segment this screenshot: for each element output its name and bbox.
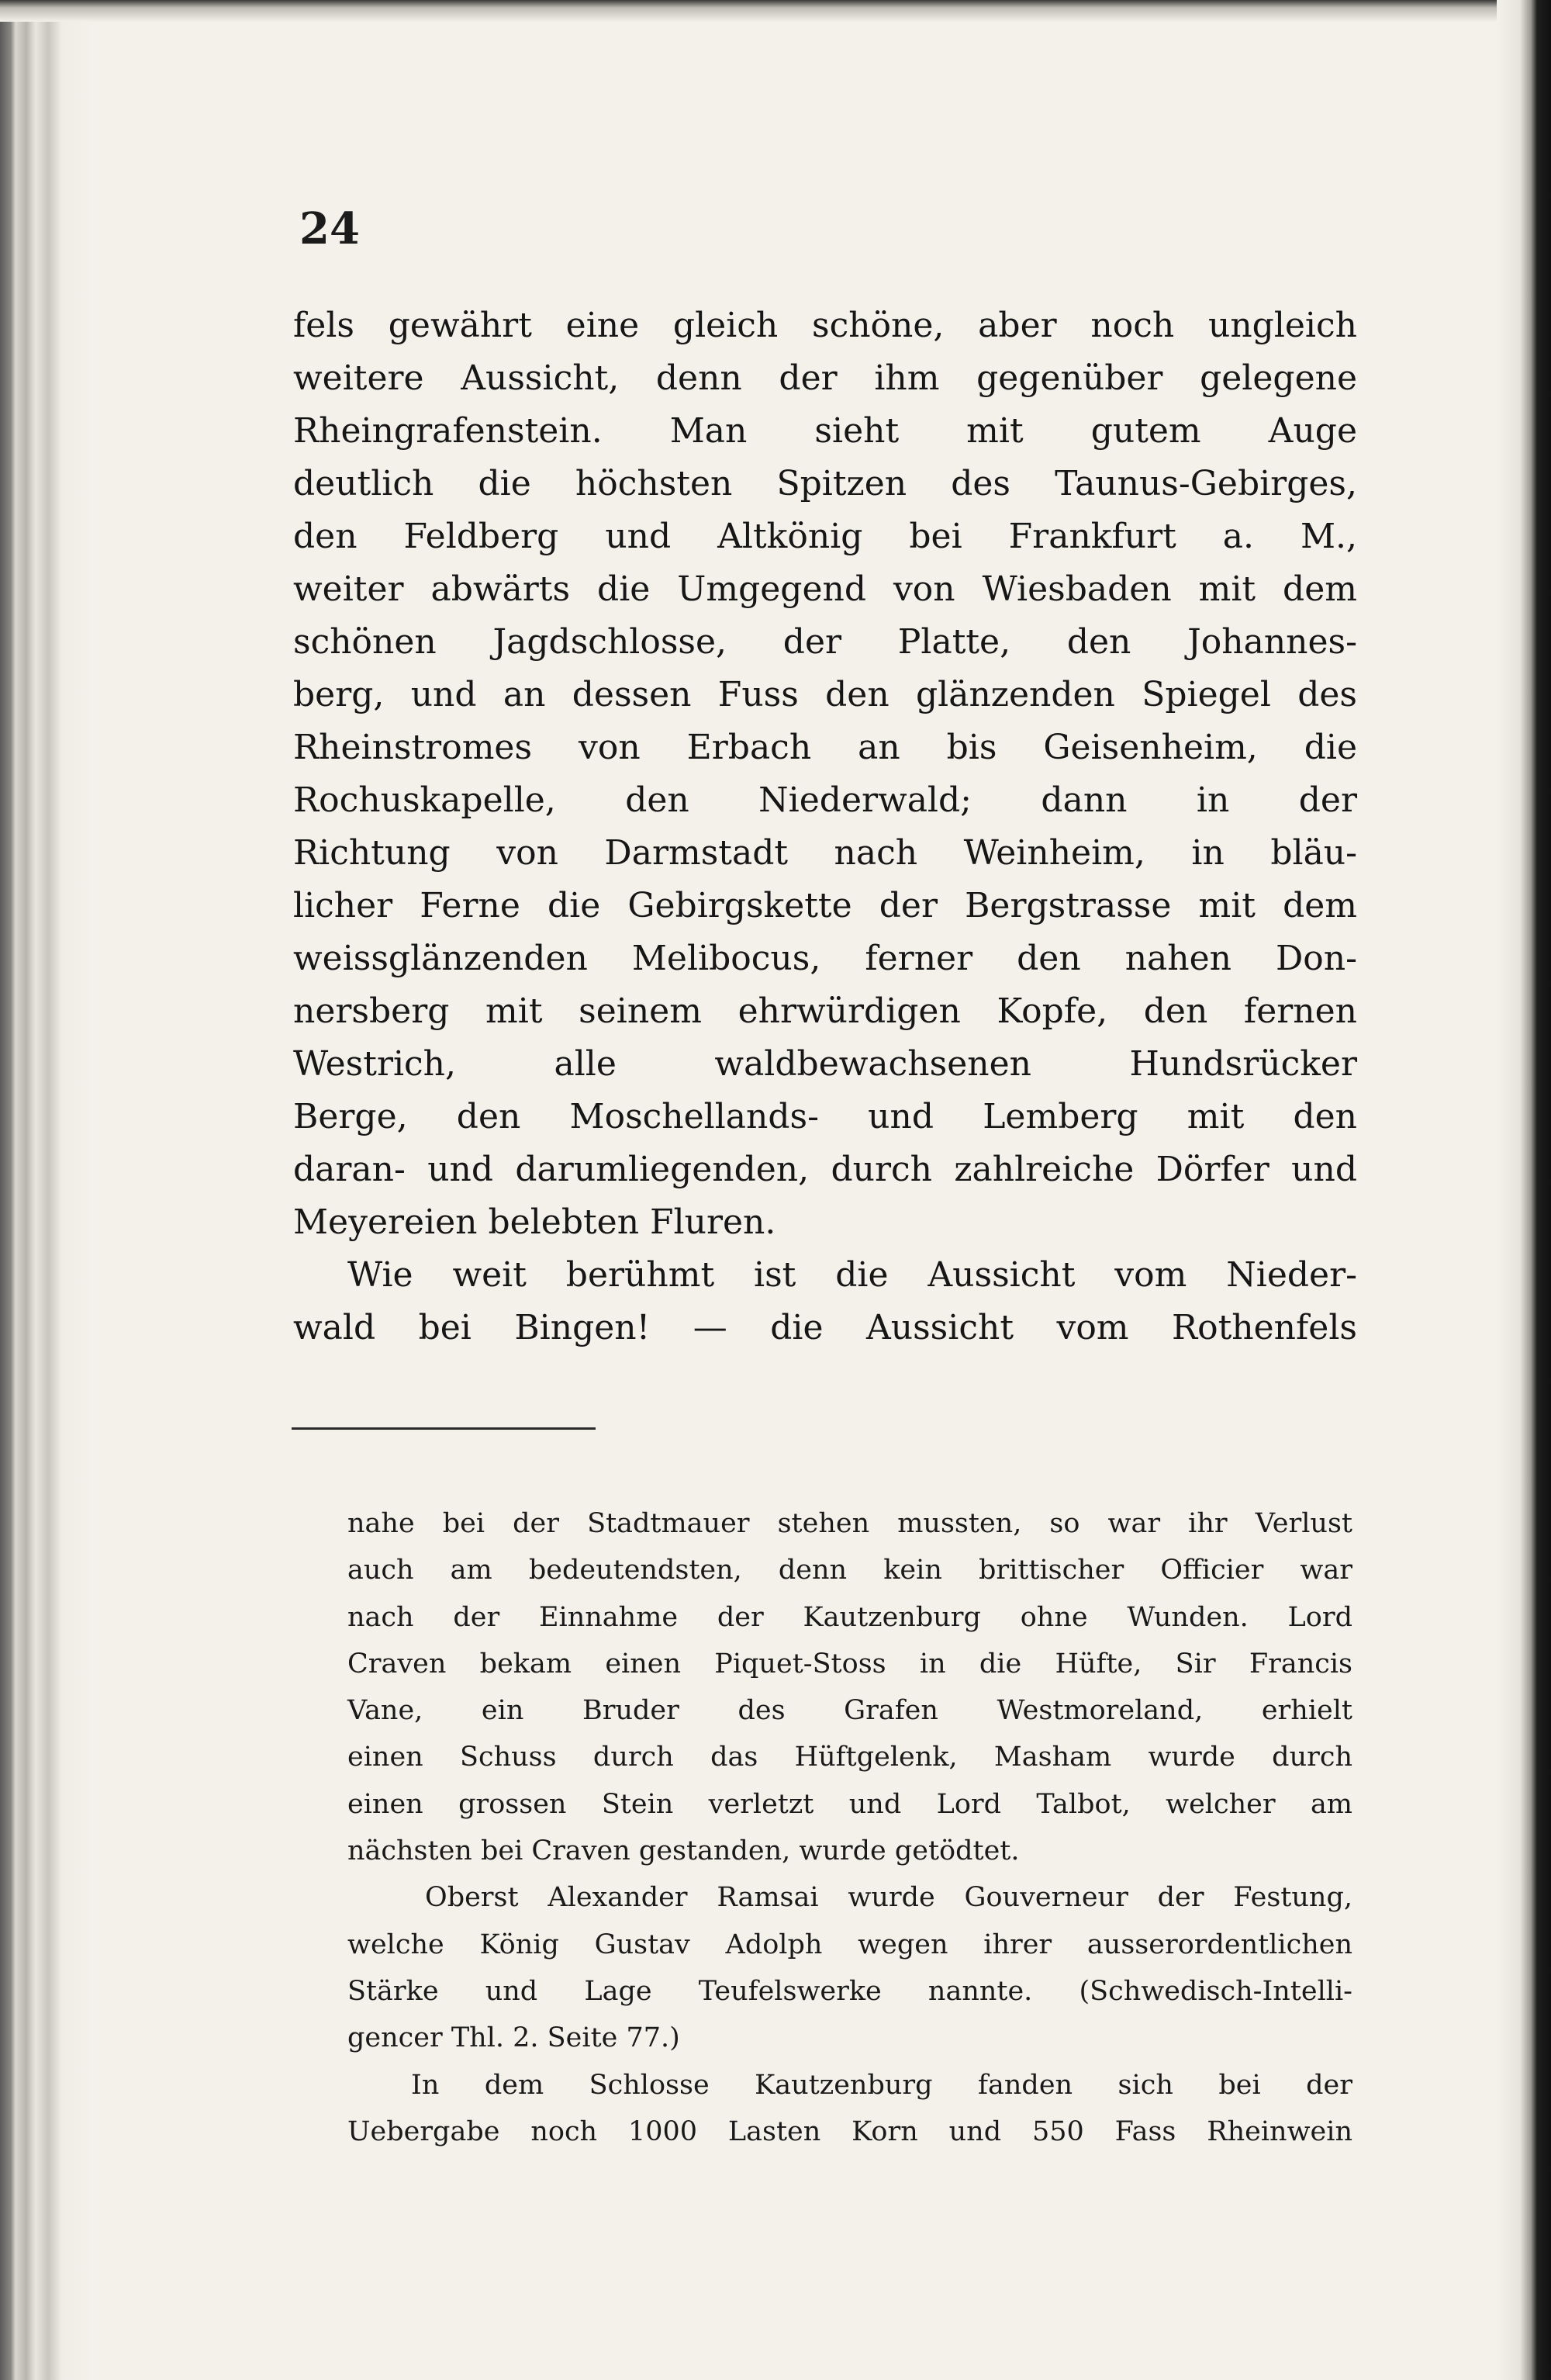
text-line: Rochuskapelle, den Niederwald; dann in der (293, 780, 1357, 820)
page-number: 24 (299, 203, 360, 254)
text-line: berg, und an dessen Fuss den glänzenden Spiegel des (293, 675, 1357, 714)
text-line: weissglänzenden Melibocus, ferner den nahen Don- (293, 939, 1357, 978)
text-line: daran- und darumliegenden, durch zahlreiche Dörfer und (293, 1150, 1357, 1189)
text-line: weitere Aussicht, denn der ihm gegenüber gelegene (293, 358, 1357, 398)
footnote-line: nahe bei der Stadtmauer stehen mussten, so war ihr Verlust (347, 1508, 1352, 1539)
footnote-line: auch am bedeutendsten, denn kein brittischer Officier war (347, 1555, 1352, 1586)
footnote-line: nach der Einnahme der Kautzenburg ohne Wunden. Lord (347, 1601, 1352, 1633)
text-line: fels gewährt eine gleich schöne, aber noch ungleich (293, 306, 1357, 345)
footnote-line: Oberst Alexander Ramsai wurde Gouverneur der Festung, (425, 1882, 1352, 1914)
text-line: Rheinstromes von Erbach an bis Geisenheim, die (293, 728, 1357, 767)
text-line: weiter abwärts die Umgegend von Wiesbaden mit dem (293, 569, 1357, 609)
footnote-line: Uebergabe noch 1000 Lasten Korn und 550 Fass Rheinwein (347, 2115, 1352, 2147)
footnote-line: Craven bekam einen Piquet-Stoss in die Hüfte, Sir Francis (347, 1648, 1352, 1679)
footnote-line: einen grossen Stein verletzt und Lord Talbot, welcher am (347, 1788, 1352, 1820)
text-line: Berge, den Moschellands- und Lemberg mit den (293, 1097, 1357, 1136)
text-line: Meyereien belebten Fluren. (293, 1202, 776, 1242)
text-line: Richtung von Darmstadt nach Weinheim, in bläu- (293, 833, 1357, 873)
footnote-line: In dem Schlosse Kautzenburg fanden sich bei der (411, 2069, 1352, 2101)
text-line: wald bei Bingen! — die Aussicht vom Rothenfels (293, 1308, 1357, 1347)
footnote-line: Vane, ein Bruder des Grafen Westmoreland, erhielt (347, 1695, 1352, 1727)
main-text (293, 299, 1357, 1354)
text-line: Rheingrafenstein. Man sieht mit gutem Auge (293, 411, 1357, 451)
text-line: Westrich, alle waldbewachsenen Hundsrücker (293, 1044, 1357, 1084)
footnote-block (347, 1500, 1352, 2155)
text-line: den Feldberg und Altkönig bei Frankfurt a. M., (293, 517, 1357, 556)
footnote-line: nächsten bei Craven gestanden, wurde getödtet. (347, 1835, 1020, 1867)
text-line: deutlich die höchsten Spitzen des Taunus-Gebirges, (293, 464, 1357, 503)
text-line: schönen Jagdschlosse, der Platte, den Johannes- (293, 622, 1357, 662)
text-line: nersberg mit seinem ehrwürdigen Kopfe, den fernen (293, 991, 1357, 1031)
text-line: Wie weit berühmt ist die Aussicht vom Nieder- (347, 1255, 1357, 1295)
footnote-line: gencer Thl. 2. Seite 77.) (347, 2022, 680, 2054)
footnote-line: Stärke und Lage Teufelswerke nannte. (Schwedisch-Intelli- (347, 1975, 1352, 2007)
text-line: licher Ferne die Gebirgskette der Bergstrasse mit dem (293, 886, 1357, 925)
page-gutter-left (0, 0, 93, 2380)
footnote-line: einen Schuss durch das Hüftgelenk, Masham wurde durch (347, 1742, 1352, 1773)
footnote-line: welche König Gustav Adolph wegen ihrer ausserordentlichen (347, 1929, 1352, 1960)
page-edge-top (0, 0, 1551, 22)
footnote-separator (292, 1427, 596, 1430)
page-edge-right (1497, 0, 1551, 2380)
